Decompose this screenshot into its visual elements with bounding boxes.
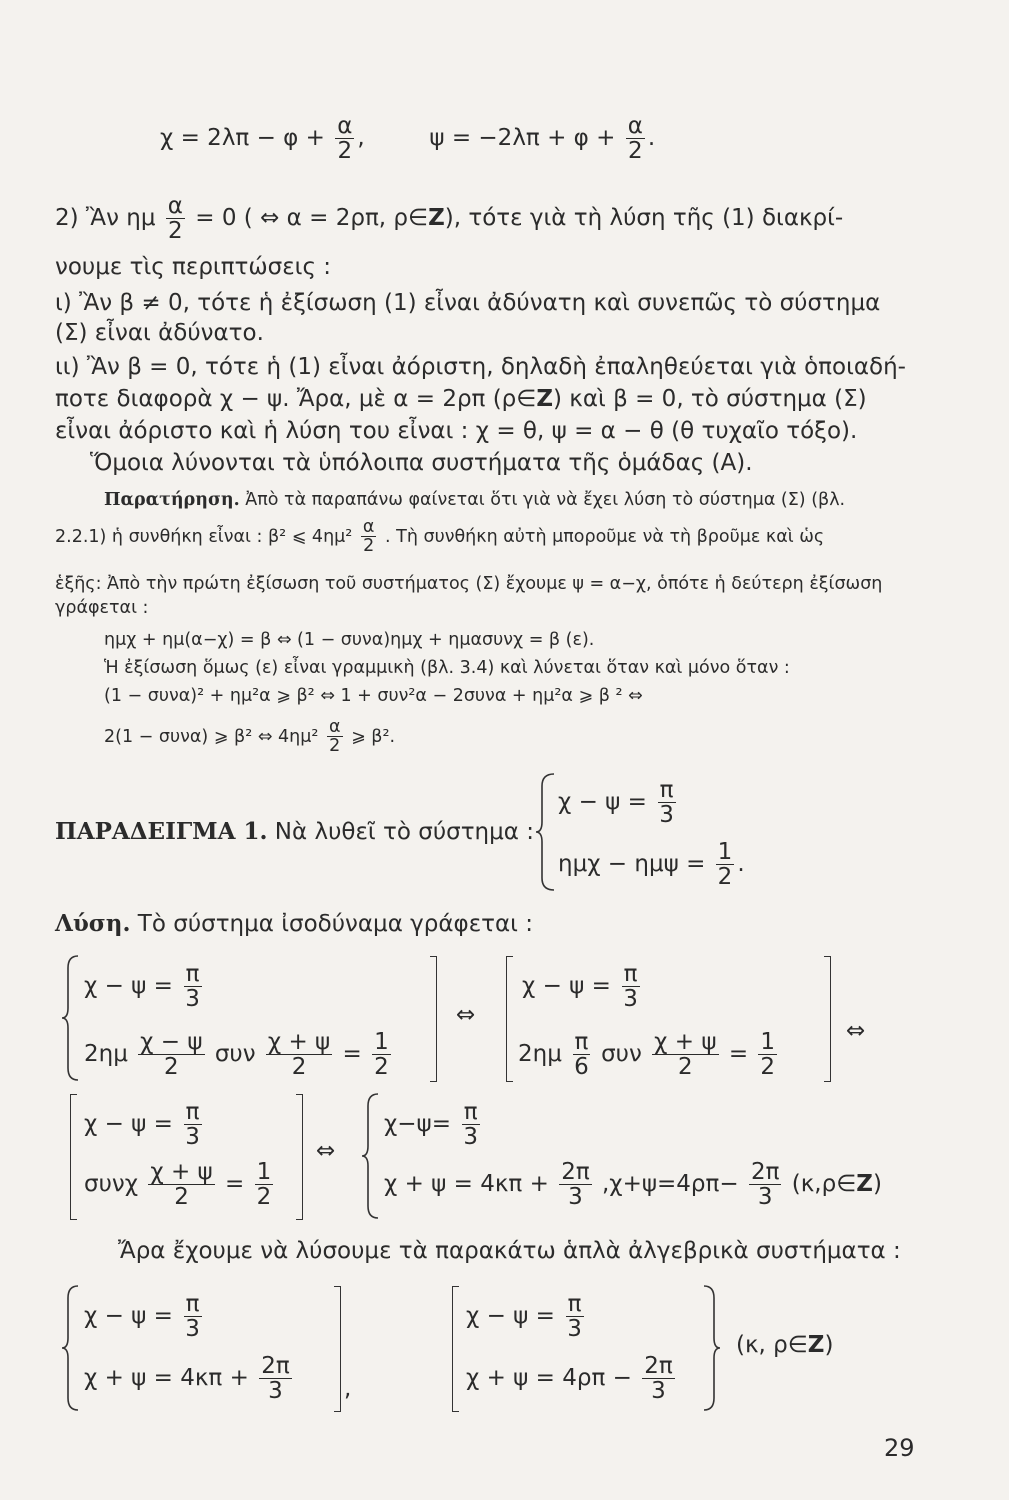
system-a-eq2: 2ημ $\frac{\chi - \psi}{2}$ συν $\frac{\chi + \psi}{2}$ = $\frac{1}{2}$ — [84, 1029, 389, 1081]
system-a-brace — [62, 954, 82, 1082]
iff-symbol: ⇔ — [846, 1018, 866, 1044]
case-ii-line-3: εἶναι ἀόριστο καὶ ἡ λύση του εἶναι : χ = θ, ψ = α − θ (θ τυχαῖο τόξο). — [55, 418, 858, 444]
psi-expression: ψ = −2λπ + φ + — [429, 125, 616, 152]
remark-equation-3: 2(1 − συνα) ⩾ β² ⇔ 4ημ² $\frac{\alpha}{2}$ ⩾ β². — [104, 717, 396, 757]
formula-chi-psi: χ = 2λπ − φ + $\frac{\alpha}{2}$ , ψ = −2λπ + φ + $\frac{\alpha}{2}$ . — [160, 113, 656, 165]
system-b-bracket-left — [506, 956, 513, 1082]
example-system-brace — [536, 772, 558, 892]
solution-title: Λύση. — [55, 910, 131, 937]
example-equation-1: χ − ψ = $\frac{\pi}{3}$ — [558, 777, 674, 829]
fraction-2pi-over-3: $\frac{2\pi}{3}$ — [261, 1353, 290, 1405]
remark-line-4: γράφεται : — [55, 598, 149, 618]
fraction-2pi-over-3: $\frac{2\pi}{3}$ — [561, 1159, 590, 1211]
system-b-eq2: 2ημ $\frac{\pi}{6}$ συν $\frac{\chi + \psi}{2}$ = $\frac{1}{2}$ — [518, 1029, 776, 1081]
fraction-pi-over-3: $\frac{\pi}{3}$ — [185, 961, 200, 1013]
case-2-line: 2) Ἂν ημ $\frac{\alpha}{2}$ = 0 ( ⇔ α = 2ρπ, ρ∈Z), τότε γιὰ τὴ λύση τῆς (1) διακρί- — [55, 193, 844, 245]
system-c-eq1: χ − ψ = $\frac{\pi}{3}$ — [84, 1099, 200, 1151]
case-ii-line-2: ποτε διαφορὰ χ − ψ. Ἄρα, μὲ α = 2ρπ (ρ∈Z) καὶ β = 0, τὸ σύστημα (Σ) — [55, 386, 867, 412]
fraction-pi-over-3: $\frac{\pi}{3}$ — [185, 1099, 200, 1151]
remark-line-3: ἑξῆς: Ἀπὸ τὴν πρώτη ἐξίσωση τοῦ συστήματος (Σ) ἔχουμε ψ = α−χ, ὁπότε ἡ δεύτερη ἐξίσωση — [55, 574, 883, 594]
system-a-eq1: χ − ψ = $\frac{\pi}{3}$ — [84, 961, 200, 1013]
chi-expression: χ = 2λπ − φ + — [160, 125, 325, 152]
fraction-pi-over-3: $\frac{\pi}{3}$ — [659, 777, 674, 829]
page-number: 29 — [884, 1434, 915, 1462]
fraction-1-over-2: $\frac{1}{2}$ — [256, 1159, 272, 1211]
system-d-eq2: χ + ψ = 4κπ + $\frac{2\pi}{3}$ ,χ+ψ=4ρπ− $\frac{2\pi}{3}$ (κ,ρ∈Z) — [384, 1159, 882, 1211]
fraction-2pi-over-3: $\frac{2\pi}{3}$ — [644, 1353, 673, 1405]
fraction-alpha-over-2: $\frac{\alpha}{2}$ — [328, 717, 341, 757]
final-system-1-bracket — [334, 1286, 341, 1412]
iff-symbol: ⇔ — [316, 1138, 336, 1164]
fraction-xmy-over-2: $\frac{\chi - \psi}{2}$ — [140, 1029, 203, 1081]
example-heading: ΠΑΡΑΔΕΙΓΜΑ 1. Νὰ λυθεῖ τὸ σύστημα : — [55, 818, 534, 845]
remark-title: Παρατήρηση. — [104, 490, 240, 510]
fraction-alpha-over-2: $\frac{\alpha}{2}$ — [627, 113, 643, 165]
fraction-1-over-2: $\frac{1}{2}$ — [374, 1029, 389, 1081]
system-b-eq1: χ − ψ = $\frac{\pi}{3}$ — [522, 961, 638, 1013]
example-title: ΠΑΡΑΔΕΙΓΜΑ 1. — [55, 818, 268, 845]
iff-symbol: ⇔ — [456, 1002, 476, 1028]
fraction-xpy-over-2: $\frac{\chi + \psi}{2}$ — [150, 1159, 213, 1211]
case-i-line-2: (Σ) εἶναι ἀδύνατο. — [55, 320, 264, 346]
system-c-bracket-right — [296, 1094, 303, 1220]
fraction-1-over-2: $\frac{1}{2}$ — [717, 839, 733, 891]
final-system-2-bracket-left — [452, 1286, 459, 1412]
fraction-pi-over-6: $\frac{\pi}{6}$ — [574, 1029, 589, 1081]
system-d-eq1: χ−ψ= $\frac{\pi}{3}$ — [384, 1099, 478, 1151]
fraction-alpha-over-2: $\frac{\alpha}{2}$ — [362, 517, 375, 557]
remark-line-2: 2.2.1) ἡ συνθήκη εἶναι : β² ⩽ 4ημ² $\frac{\alpha}{2}$ . Τὴ συνθήκη αὐτὴ μποροῦμε νὰ τὴ βροῦμε καὶ ὡς — [55, 517, 825, 557]
final-system-1-eq1: χ − ψ = $\frac{\pi}{3}$ — [84, 1291, 200, 1343]
fraction-pi-over-3: $\frac{\pi}{3}$ — [623, 961, 638, 1013]
case-2-line-2: νουμε τὶς περιπτώσεις : — [55, 254, 332, 280]
fraction-xpy-over-2: $\frac{\chi + \psi}{2}$ — [267, 1029, 331, 1081]
final-system-2-eq1: χ − ψ = $\frac{\pi}{3}$ — [466, 1291, 582, 1343]
fraction-pi-over-3: $\frac{\pi}{3}$ — [463, 1099, 478, 1151]
system-a-bracket — [430, 956, 437, 1082]
final-system-2-closing-brace — [700, 1284, 720, 1412]
system-c-eq2: συνχ $\frac{\chi + \psi}{2}$ = $\frac{1}{2}$ — [84, 1159, 272, 1211]
solution-heading: Λύση. Τὸ σύστημα ἰσοδύναμα γράφεται : — [55, 910, 533, 937]
final-intro: Ἄρα ἔχουμε νὰ λύσουμε τὰ παρακάτω ἁπλὰ ἀλγεβρικὰ συστήματα : — [118, 1238, 901, 1264]
example-equation-2: ημχ − ημψ = $\frac{1}{2}$ . — [558, 839, 745, 891]
case-ii-line-1: ιι) Ἂν β = 0, τότε ἡ (1) εἶναι ἀόριστη, δηλαδὴ ἐπαληθεύεται γιὰ ὁποιαδή- — [55, 354, 906, 380]
fraction-xpy-over-2: $\frac{\chi + \psi}{2}$ — [654, 1029, 717, 1081]
system-d-brace — [362, 1092, 382, 1220]
fraction-2pi-over-3: $\frac{2\pi}{3}$ — [750, 1159, 780, 1211]
fraction-alpha-over-2: $\frac{\alpha}{2}$ — [167, 193, 183, 245]
fraction-pi-over-3: $\frac{\pi}{3}$ — [185, 1291, 200, 1343]
remark-line-5: Ἡ ἐξίσωση ὅμως (ε) εἶναι γραμμικὴ (βλ. 3.4) καὶ λύνεται ὅταν καὶ μόνο ὅταν : — [104, 658, 790, 678]
fraction-pi-over-3: $\frac{\pi}{3}$ — [567, 1291, 582, 1343]
final-system-1-brace — [62, 1284, 82, 1412]
remark-equation-2: (1 − συνα)² + ημ²α ⩾ β² ⇔ 1 + συν²α − 2συνα + ημ²α ⩾ β ² ⇔ — [104, 686, 643, 706]
case-i-line-1: ι) Ἂν β ≠ 0, τότε ἡ ἐξίσωση (1) εἶναι ἀδύνατη καὶ συνεπῶς τὸ σύστημα — [55, 290, 881, 316]
case-ii-line-4: Ὅμοια λύνονται τὰ ὑπόλοιπα συστήματα τῆς ὁμάδας (Α). — [90, 450, 753, 476]
remark-equation-1: ημχ + ημ(α−χ) = β ⇔ (1 − συνα)ημχ + ημασυνχ = β (ε). — [104, 630, 595, 650]
final-parameters: (κ, ρ∈Z) — [736, 1332, 834, 1358]
final-system-2-eq2: χ + ψ = 4ρπ − $\frac{2\pi}{3}$ — [466, 1353, 673, 1405]
final-system-1-eq2: χ + ψ = 4κπ + $\frac{2\pi}{3}$ — [84, 1353, 290, 1405]
remark-line-1: Παρατήρηση. Ἀπὸ τὰ παραπάνω φαίνεται ὅτι γιὰ νὰ ἔχει λύση τὸ σύστημα (Σ) (βλ. — [104, 490, 846, 510]
system-b-bracket-right — [824, 956, 831, 1082]
fraction-alpha-over-2: $\frac{\alpha}{2}$ — [337, 113, 353, 165]
fraction-1-over-2: $\frac{1}{2}$ — [760, 1029, 776, 1081]
system-c-bracket-left — [70, 1094, 77, 1220]
final-separator-comma: , — [344, 1376, 352, 1402]
